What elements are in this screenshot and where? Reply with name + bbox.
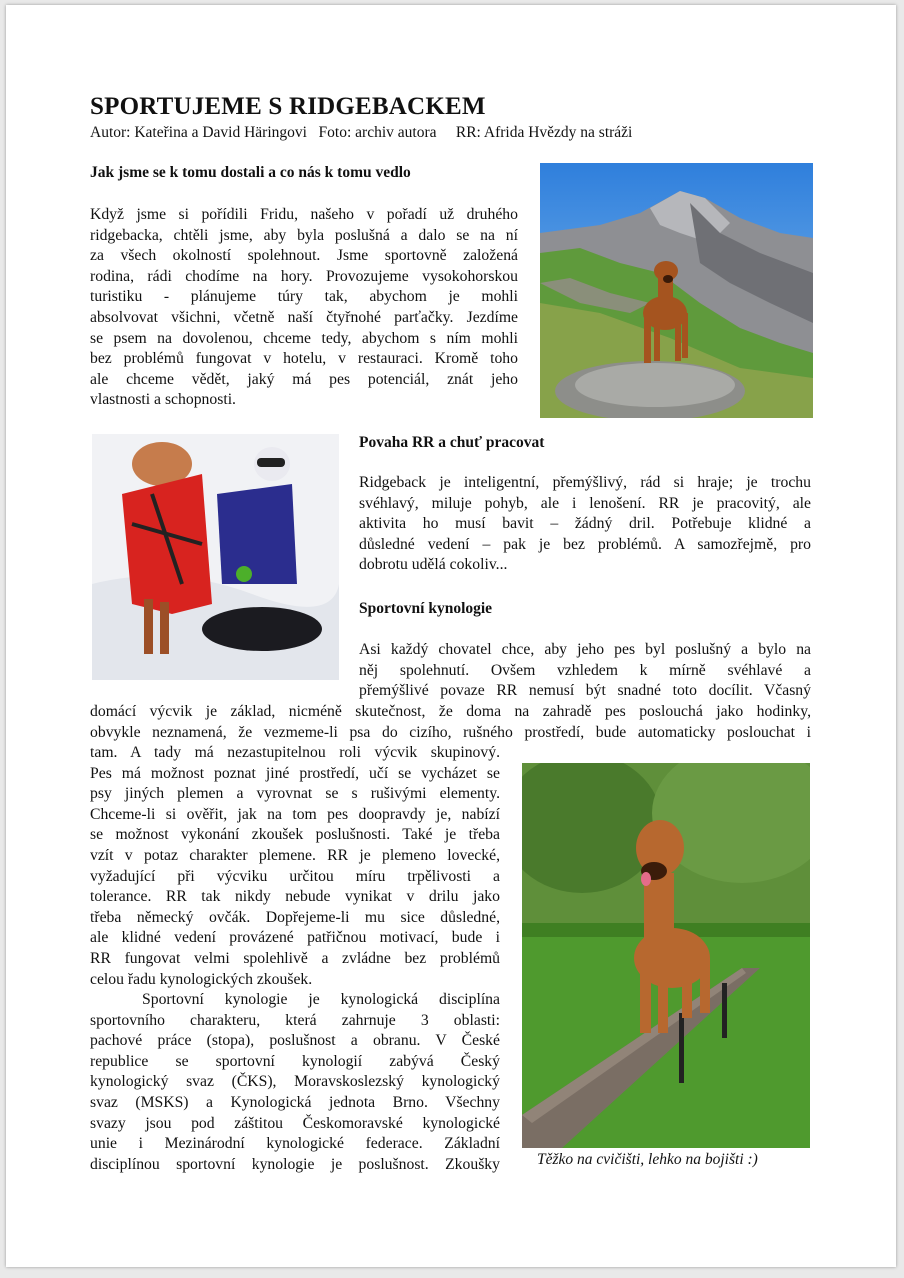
text-line: rodina, rádi chodíme na hory. Provozujeme vysokohorskou	[90, 267, 518, 285]
text-line: RR fungovat velmi spolehlivě a zvládne bez problémů	[90, 949, 500, 967]
text-line: svéhlavý, miluje pohyb, ale i lenošení. RR je pracovitý, ale	[359, 494, 811, 512]
text-line: republice se sportovní kynologií zabývá Český	[90, 1052, 500, 1070]
text-line: přemýšlivé povaze RR nemusí být snadné toto docílit. Včasný	[359, 682, 811, 700]
text-line: celou řadu kynologických zkoušek.	[90, 970, 313, 988]
paragraph-sport-intro	[359, 640, 811, 702]
document-page	[6, 5, 896, 1267]
paragraph-sport-wide	[90, 702, 811, 743]
text-line: Sportovní kynologie je kynologická disciplína	[142, 991, 500, 1008]
text-line: obvykle neznamená, že vezmeme-li psa do cizího, rušného prostředí, bude automaticky poslouchat i	[90, 723, 811, 741]
text-line: bez problémů fungovat v hotelu, v restauraci. Kromě toho	[90, 350, 518, 368]
text-line: tolerance. RR tak nikdy nebude vynikat v drilu jako	[90, 888, 500, 906]
section-heading-temperament: Povaha RR a chuť pracovat	[359, 434, 545, 451]
paragraph-temperament	[359, 473, 811, 576]
text-line: Pes má možnost poznat jiné prostředí, učí se vycházet se	[90, 764, 500, 782]
text-line: vyžadující při výcviku určitou míru trpělivosti a	[90, 867, 500, 885]
text-line: Ridgeback je inteligentní, přemýšlivý, rád si hraje; je trochu	[359, 474, 811, 491]
article-byline: Autor: Kateřina a David Häringovi Foto: archiv autora RR: Afrida Hvězdy na stráži	[90, 124, 633, 141]
section-heading-origin: Jak jsme se k tomu dostali a co nás k tomu vedlo	[90, 164, 411, 181]
text-line: turistiku - plánujeme túry tak, abychom je mohli	[90, 288, 518, 306]
text-line: ale klidné vedení provázené patřičnou motivací, bude i	[90, 929, 500, 947]
text-line: dobrotu udělá cokoliv...	[359, 556, 508, 574]
text-line: sportovního charakteru, která zahrnuje 3 oblasti:	[90, 1011, 500, 1029]
field-dog-photo	[522, 763, 810, 1148]
text-line: ale chceme vědět, jaký má pes potenciál, znát jeho	[90, 370, 518, 388]
text-line: se možnost vykonání zkoušek poslušnosti. Také je třeba	[90, 826, 500, 844]
paragraph-sport-discipline	[90, 990, 500, 1175]
section-heading-sport: Sportovní kynologie	[359, 600, 493, 617]
text-line: se psem na dovolenou, chceme tedy, abychom s ním mohli	[90, 329, 518, 347]
text-line: třeba německý ovčák. Dopřejeme-li mu sice důsledné,	[90, 908, 500, 926]
mountain-dog-photo	[540, 163, 813, 418]
text-line: důsledné vedení – pak je bez problémů. A samozřejmě, pro	[359, 535, 811, 553]
text-line: absolvovat všichni, včetně naší čtyřnohé parťačky. Jezdíme	[90, 308, 518, 326]
text-line: něj spolehnutí. Ovšem vzhledem k mírně svéhlavé a	[359, 661, 811, 679]
photo-caption: Těžko na cvičišti, lehko na bojišti :)	[537, 1151, 758, 1168]
text-line: domácí výcvik je základ, nicméně skutečnost, že doma na zahradě pes poslouchá jako hodinky,	[90, 703, 811, 720]
text-line: psy jiných plemen a vyrovnat se s rušivými elementy.	[90, 785, 500, 803]
text-line: vlastnosti a schopnosti.	[90, 391, 236, 409]
text-line: Chceme-li si ověřit, jak na tom pes doopravdy je, nabízí	[90, 805, 500, 823]
text-line: Když jsme si pořídili Fridu, našeho v pořadí už druhého	[90, 206, 518, 223]
text-line: svazy jsou pod záštitou Českomoravské kynologické	[90, 1114, 500, 1132]
text-line: ridgebacka, chtěli jsme, aby byla poslušná a dalo se na ní	[90, 226, 518, 244]
text-line: pachové práce (stopa), poslušnost a obranu. V České	[90, 1032, 500, 1050]
text-line: kynologický svaz (ČKS), Moravskoslezský kynologický	[90, 1073, 500, 1091]
text-line: Asi každý chovatel chce, aby jeho pes byl poslušný a bylo na	[359, 641, 811, 658]
text-line: unie i Mezinárodní kynologické federace. Základní	[90, 1135, 500, 1153]
paragraph-sport-group	[90, 743, 500, 990]
paragraph-origin	[90, 205, 518, 411]
text-line: za všech okolností spolehnout. Jsme sportovně založená	[90, 247, 518, 265]
text-line: disciplínou sportovní kynologie je poslušnost. Zkoušky	[90, 1155, 500, 1173]
snow-dog-photo	[92, 434, 339, 680]
text-line: aktivita ho musí bavit – žádný dril. Potřebuje klidné a	[359, 515, 811, 533]
text-line: vzít v potaz charakter plemene. RR je plemeno lovecké,	[90, 846, 500, 864]
text-line: tam. A tady má nezastupitelnou roli výcvik skupinový.	[90, 744, 500, 761]
article-title: SPORTUJEME S RIDGEBACKEM	[90, 93, 486, 120]
text-line: svaz (MSKS) a Kynologická jednota Brno. Všechny	[90, 1093, 500, 1111]
